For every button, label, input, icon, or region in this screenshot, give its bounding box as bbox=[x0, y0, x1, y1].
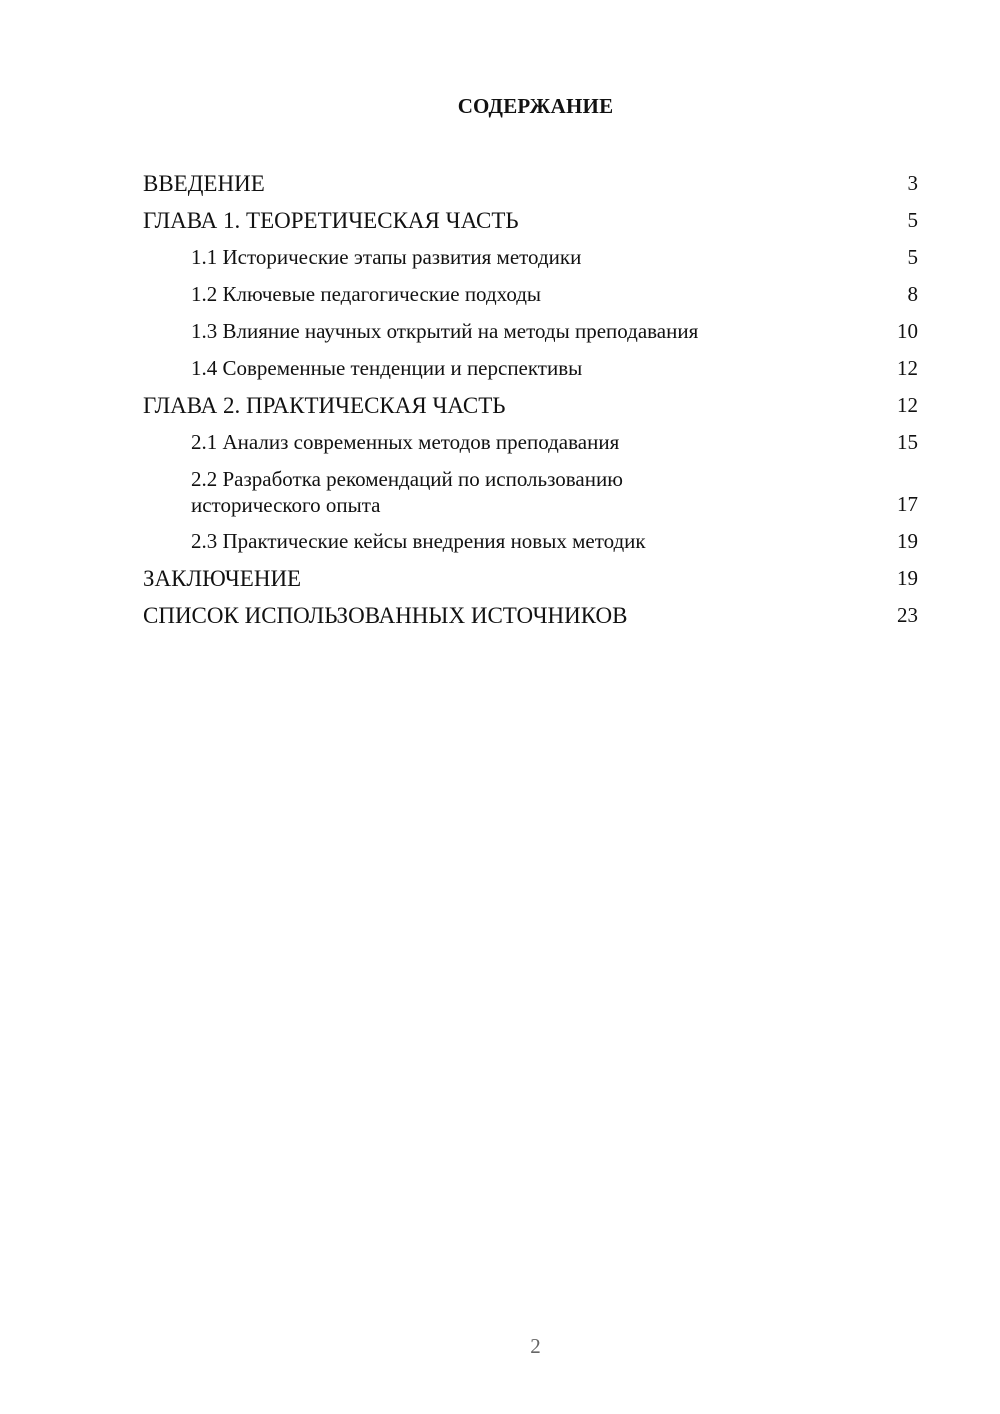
toc-entry-label: 1.2 Ключевые педагогические подходы bbox=[191, 282, 542, 306]
toc-entry-page: 8 bbox=[907, 282, 918, 306]
toc-entry-section-2-3[interactable] bbox=[143, 528, 918, 555]
toc-entry-page: 23 bbox=[897, 603, 918, 627]
toc-entry-section-1-3[interactable] bbox=[143, 318, 918, 345]
toc-entry-page: 12 bbox=[897, 393, 918, 417]
toc-title: СОДЕРЖАНИЕ bbox=[457, 94, 614, 118]
toc-entry-label: ВВЕДЕНИЕ bbox=[143, 171, 265, 196]
toc-entry-page: 19 bbox=[897, 566, 918, 590]
toc-entry-label: СПИСОК ИСПОЛЬЗОВАННЫХ ИСТОЧНИКОВ bbox=[143, 603, 628, 628]
toc-entry-label: ЗАКЛЮЧЕНИЕ bbox=[143, 566, 302, 591]
toc-entry-section-2-2[interactable] bbox=[143, 466, 918, 518]
toc-entry-chapter-2[interactable] bbox=[143, 392, 918, 419]
toc-entry-label: ГЛАВА 2. ПРАКТИЧЕСКАЯ ЧАСТЬ bbox=[143, 393, 506, 418]
toc-entry-label: 2.1 Анализ современных методов преподавания bbox=[191, 430, 620, 454]
toc-entry-label: 1.1 Исторические этапы развития методики bbox=[191, 245, 582, 269]
toc-entry-introduction[interactable] bbox=[143, 170, 918, 197]
toc-entry-conclusion[interactable] bbox=[143, 565, 918, 592]
toc-entry-section-1-2[interactable] bbox=[143, 281, 918, 308]
table-of-contents bbox=[143, 170, 918, 639]
toc-entry-references[interactable] bbox=[143, 602, 918, 629]
toc-entry-label: 1.3 Влияние научных открытий на методы преподавания bbox=[191, 319, 699, 343]
toc-entry-chapter-1[interactable] bbox=[143, 207, 918, 234]
toc-entry-page: 15 bbox=[897, 430, 918, 454]
page-number: 2 bbox=[530, 1334, 541, 1358]
toc-entry-label: 2.2 Разработка рекомендаций по использованию исторического опыта bbox=[191, 467, 623, 517]
toc-entry-label: 1.4 Современные тенденции и перспективы bbox=[191, 356, 583, 380]
toc-entry-section-1-4[interactable] bbox=[143, 355, 918, 382]
toc-entry-label: 2.3 Практические кейсы внедрения новых методик bbox=[191, 529, 646, 553]
toc-entry-page: 12 bbox=[897, 356, 918, 380]
toc-entry-page: 19 bbox=[897, 529, 918, 553]
toc-entry-page: 17 bbox=[897, 492, 918, 516]
toc-entry-page: 5 bbox=[907, 208, 918, 232]
toc-entry-section-2-1[interactable] bbox=[143, 429, 918, 456]
toc-entry-section-1-1[interactable] bbox=[143, 244, 918, 271]
toc-entry-page: 5 bbox=[907, 245, 918, 269]
toc-entry-page: 3 bbox=[907, 171, 918, 195]
toc-entry-label: ГЛАВА 1. ТЕОРЕТИЧЕСКАЯ ЧАСТЬ bbox=[143, 208, 519, 233]
toc-entry-page: 10 bbox=[897, 319, 918, 343]
